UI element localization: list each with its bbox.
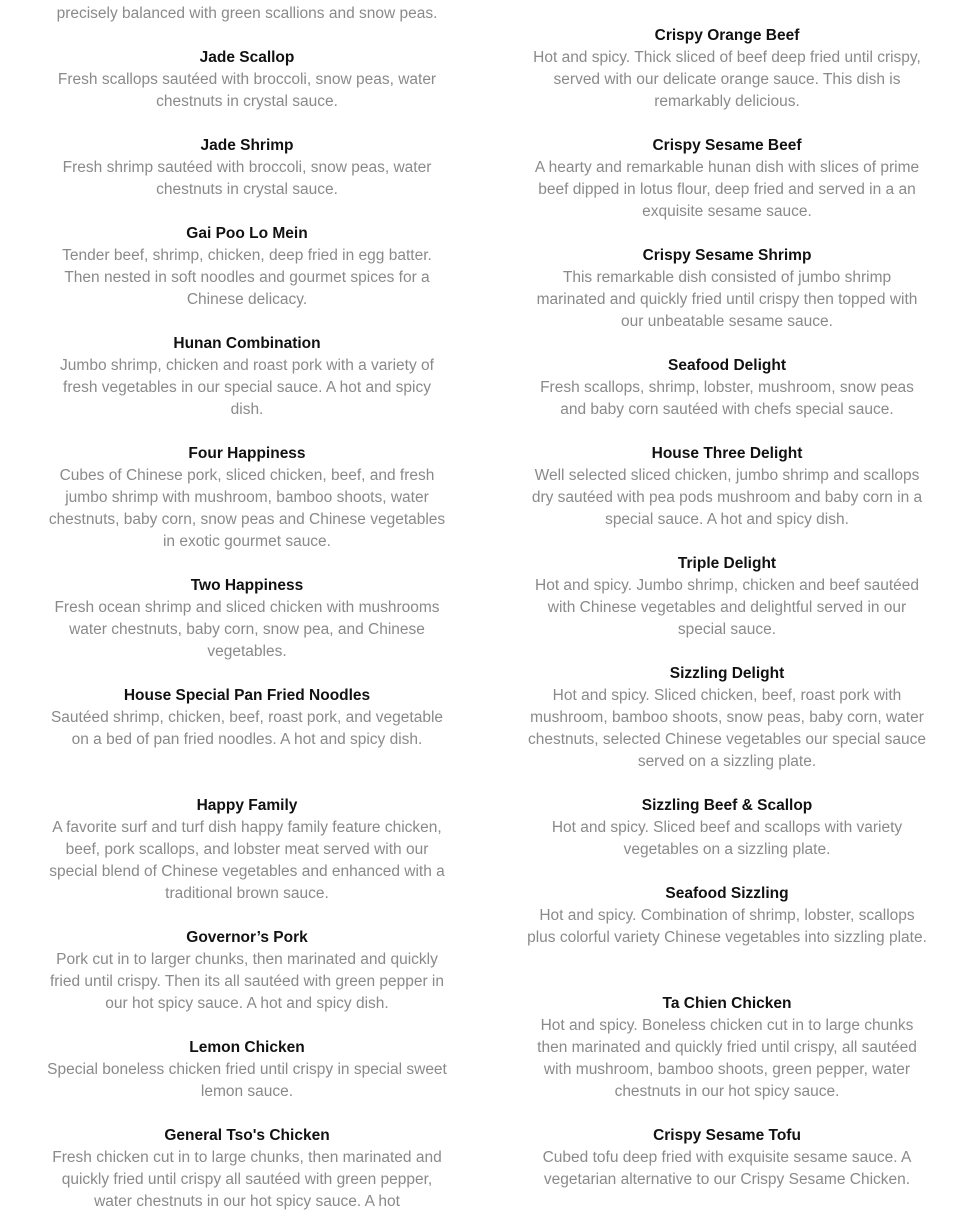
menu-item-name: Four Happiness — [188, 445, 306, 462]
menu-item-description: Hot and spicy. Boneless chicken cut in to large chunks then marinated and quickly fried until crispy, all sautéed with mushroom, bamboo shoots, green pepper, water chestnuts in our hot spicy sauce. — [537, 1017, 917, 1100]
menu-item-description: Fresh shrimp sautéed with broccoli, snow peas, water chestnuts in crystal sauce. — [62, 159, 432, 198]
menu-item — [527, 795, 927, 861]
menu-item-description-fragment: precisely balanced with green scallions and snow peas. — [56, 5, 438, 22]
menu-item-name: Triple Delight — [677, 555, 777, 572]
menu-item — [47, 1125, 447, 1213]
menu-item-description: Well selected sliced chicken, jumbo shrimp and scallops dry sautéed with pea pods mushroom and baby corn in a special sauce. A hot and spicy dish. — [531, 467, 923, 528]
menu-item — [47, 135, 447, 201]
menu-item-description: Hot and spicy. Thick sliced of beef deep fried until crispy, served with our delicate orange sauce. This dish is remarkably delicious. — [533, 49, 921, 110]
menu-item-name: Crispy Sesame Shrimp — [642, 247, 812, 264]
menu-item-name: Hunan Combination — [173, 335, 321, 352]
menu-item — [47, 47, 447, 113]
menu-item — [527, 1125, 927, 1191]
menu-item-description: Tender beef, shrimp, chicken, deep fried in egg batter. Then nested in soft noodles and gourmet spices for a Chinese delicacy. — [62, 247, 432, 308]
menu-item — [527, 355, 927, 421]
menu-item — [527, 25, 927, 113]
menu-item-name: House Three Delight — [651, 445, 803, 462]
menu-item-description: A favorite surf and turf dish happy family feature chicken, beef, pork scallops, and lobster meat served with our special blend of Chinese vegetables and enhanced with a traditional brown sauce. — [49, 819, 445, 902]
menu-item-name: House Special Pan Fried Noodles — [123, 687, 371, 704]
menu-item — [47, 333, 447, 421]
menu-item-name: Crispy Orange Beef — [654, 27, 800, 44]
menu-item-name: Gai Poo Lo Mein — [186, 225, 308, 242]
menu-item-description: Hot and spicy. Sliced chicken, beef, roast pork with mushroom, bamboo shoots, snow peas, baby corn, water chestnuts, selected Chinese vegetables our special sauce served on a sizzling plate. — [527, 687, 927, 770]
menu-item-name: Governor’s Pork — [186, 929, 308, 946]
menu-item-description: Sautéed shrimp, chicken, beef, roast pork, and vegetable on a bed of pan fried noodles. A hot and spicy dish. — [50, 709, 444, 748]
menu-item — [47, 1037, 447, 1103]
menu-item-name: Happy Family — [196, 797, 298, 814]
menu-item-name: Sizzling Beef & Scallop — [641, 797, 813, 814]
menu-item-name: Seafood Sizzling — [665, 885, 789, 902]
menu-item — [527, 993, 927, 1103]
menu-item-description: Cubed tofu deep fried with exquisite sesame sauce. A vegetarian alternative to our Crispy Sesame Chicken. — [542, 1149, 912, 1188]
menu-item-description: Fresh chicken cut in to large chunks, then marinated and quickly fried until crispy all sautéed with green pepper, water chestnuts in our hot spicy sauce. A hot — [52, 1149, 442, 1210]
menu-item-name: General Tso's Chicken — [164, 1127, 330, 1144]
menu-item — [527, 553, 927, 641]
menu-item-name: Seafood Delight — [668, 357, 786, 374]
menu-item — [47, 927, 447, 1015]
menu-item — [527, 663, 927, 773]
menu-item-name: Two Happiness — [190, 577, 304, 594]
menu-item — [527, 135, 927, 223]
menu-item — [47, 223, 447, 311]
menu-item-name: Crispy Sesame Tofu — [653, 1127, 801, 1144]
menu-item — [527, 443, 927, 531]
menu-item-description: Hot and spicy. Jumbo shrimp, chicken and beef sautéed with Chinese vegetables and delightful served in our special sauce. — [535, 577, 919, 638]
menu-item — [47, 575, 447, 663]
menu-item-name: Sizzling Delight — [669, 665, 785, 682]
menu-item-description: Hot and spicy. Sliced beef and scallops with variety vegetables on a sizzling plate. — [551, 819, 903, 858]
menu-item — [47, 443, 447, 553]
menu-item-description: Cubes of Chinese pork, sliced chicken, beef, and fresh jumbo shrimp with mushroom, bamboo shoots, water chestnuts, baby corn, snow peas and Chinese vegetables in exotic gourmet sauce. — [48, 467, 446, 550]
menu-item-description: This remarkable dish consisted of jumbo shrimp marinated and quickly fried until crispy then topped with our unbeatable sesame sauce. — [536, 269, 918, 330]
menu-item-description: Pork cut in to larger chunks, then marinated and quickly fried until crispy. Then its all sautéed with green pepper in our hot spicy sauce. A hot and spicy dish. — [49, 951, 445, 1012]
menu-item-name: Jade Shrimp — [200, 137, 294, 154]
menu-item — [527, 245, 927, 333]
menu-item-description: Fresh ocean shrimp and sliced chicken with mushrooms water chestnuts, baby corn, snow pea, and Chinese vegetables. — [54, 599, 440, 660]
menu-item-description: A hearty and remarkable hunan dish with slices of prime beef dipped in lotus flour, deep fried and served in a an exquisite sesame sauce. — [534, 159, 920, 220]
menu-item-description: Jumbo shrimp, chicken and roast pork with a variety of fresh vegetables in our special sauce. A hot and spicy dish. — [60, 357, 434, 418]
menu-item-description: Fresh scallops, shrimp, lobster, mushroom, snow peas and baby corn sautéed with chefs special sauce. — [540, 379, 914, 418]
menu-item-description: Fresh scallops sautéed with broccoli, snow peas, water chestnuts in crystal sauce. — [57, 71, 437, 110]
menu-item-name: Jade Scallop — [199, 49, 295, 66]
menu-item — [47, 795, 447, 905]
menu-item — [47, 685, 447, 751]
menu-item — [527, 883, 927, 949]
menu-item-name: Crispy Sesame Beef — [652, 137, 802, 154]
menu-item-description: Hot and spicy. Combination of shrimp, lobster, scallops plus colorful variety Chinese vegetables into sizzling plate. — [527, 907, 927, 946]
menu-item-name: Lemon Chicken — [189, 1039, 305, 1056]
menu-item-name: Ta Chien Chicken — [662, 995, 792, 1012]
menu-item-description: Special boneless chicken fried until crispy in special sweet lemon sauce. — [47, 1061, 447, 1100]
